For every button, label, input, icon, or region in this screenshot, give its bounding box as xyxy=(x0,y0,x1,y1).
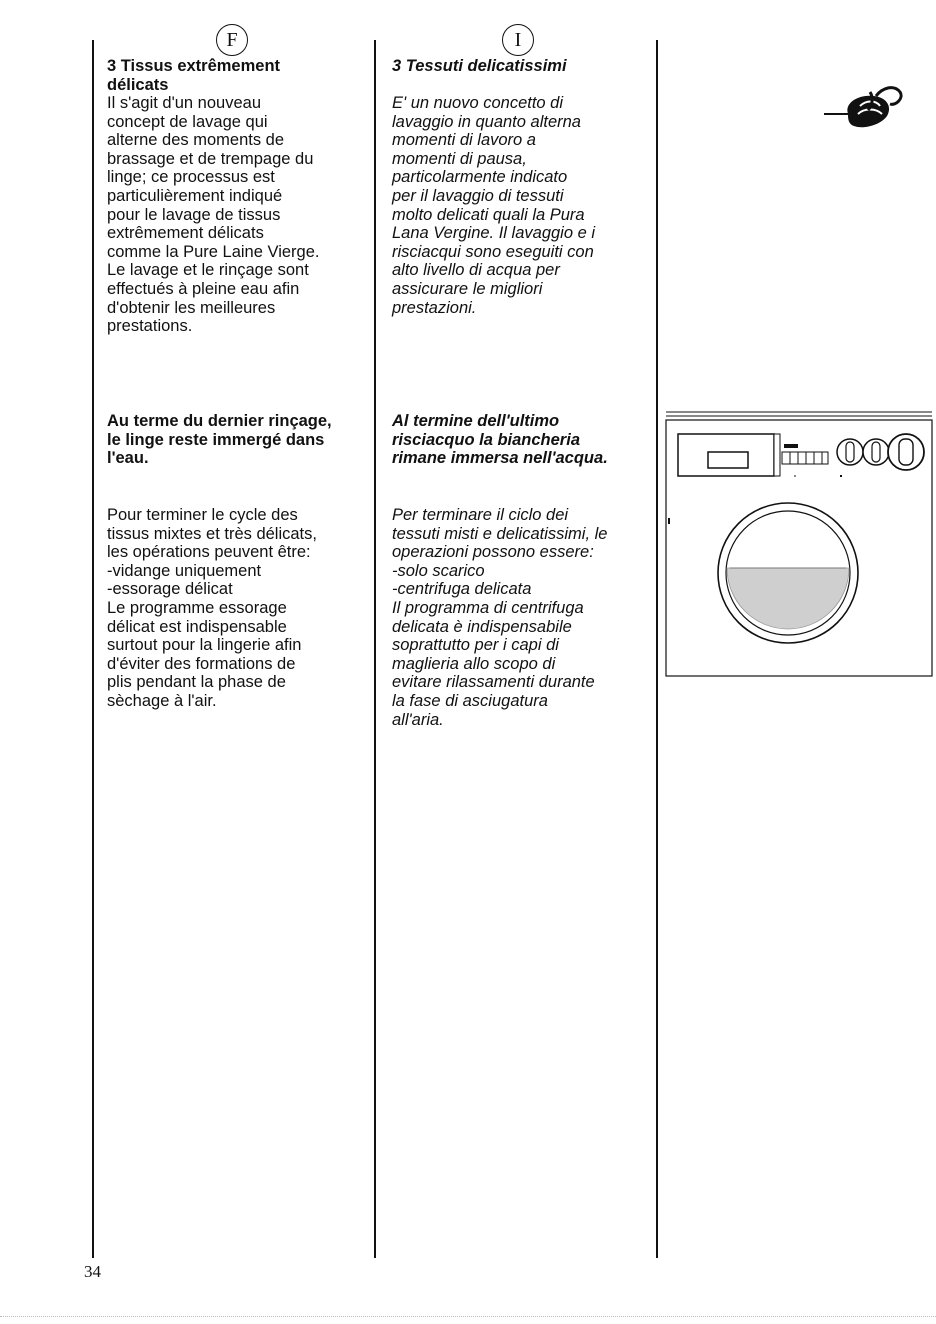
body-paragraph-it-2 xyxy=(392,506,607,729)
washing-machine-icon xyxy=(664,408,934,678)
text-line: delicata è indispensabile xyxy=(392,617,572,636)
text-line: Le programme essorage xyxy=(107,598,287,617)
text-line: lavaggio in quanto alterna xyxy=(392,112,581,131)
text-line: alto livello di acqua per xyxy=(392,261,560,280)
text-line: momenti di pausa, xyxy=(392,149,527,168)
text-line: sèchage à l'air. xyxy=(107,691,217,710)
text-line: momenti di lavoro a xyxy=(392,131,536,150)
heading-line: délicats xyxy=(107,75,169,94)
text-line: tessuti misti e delicatissimi, le xyxy=(392,524,608,543)
section-heading-fr xyxy=(107,57,280,94)
text-line: prestazioni. xyxy=(392,298,477,317)
text-line: délicat est indispensable xyxy=(107,617,287,636)
text-line: alterne des moments de xyxy=(107,131,285,150)
heading-line: risciacquo la biancheria xyxy=(392,430,580,449)
heading-line: Au terme du dernier rinçage, xyxy=(107,412,332,430)
text-line: risciacqui sono eseguiti con xyxy=(392,242,594,261)
text-line: particolarmente indicato xyxy=(392,168,568,187)
text-line: d'obtenir les meilleures xyxy=(107,298,276,317)
text-line: extrêmement délicats xyxy=(107,224,264,243)
text-line: les opérations peuvent être: xyxy=(107,543,311,562)
text-line: assicurare le migliori xyxy=(392,279,543,298)
body-paragraph-fr-1 xyxy=(107,94,319,336)
wool-ball-icon xyxy=(820,84,916,144)
heading-line: 3 Tessuti delicatissimi xyxy=(392,57,567,75)
heading-line: 3 Tissus extrêmement xyxy=(107,57,281,75)
body-paragraph-fr-2 xyxy=(107,506,317,711)
subheading-it xyxy=(392,412,608,468)
text-line: particulièrement indiqué xyxy=(107,186,283,205)
text-line: tissus mixtes et très délicats, xyxy=(107,524,317,543)
text-line: Il programma di centrifuga xyxy=(392,598,584,617)
text-line: operazioni possono essere: xyxy=(392,543,594,562)
text-line: per il lavaggio di tessuti xyxy=(392,186,564,205)
text-line: soprattutto per i capi di xyxy=(392,636,559,655)
text-line: -centrifuga delicata xyxy=(392,580,532,599)
text-line: pour le lavage de tissus xyxy=(107,205,281,224)
subheading-fr xyxy=(107,412,332,468)
text-line: Il s'agit d'un nouveau xyxy=(107,94,261,112)
text-line: surtout pour la lingerie afin xyxy=(107,636,302,655)
heading-line: Al termine dell'ultimo xyxy=(392,412,560,430)
text-line: molto delicati quali la Pura xyxy=(392,205,585,224)
heading-line: le linge reste immergé dans xyxy=(107,430,325,449)
text-line: Pour terminer le cycle des xyxy=(107,506,298,524)
text-line: la fase di asciugatura xyxy=(392,691,548,710)
text-line: d'éviter des formations de xyxy=(107,654,296,673)
language-badge-fr: F xyxy=(216,24,248,56)
page-number: 34 xyxy=(84,1262,101,1281)
body-paragraph-it-1 xyxy=(392,94,595,317)
text-line: concept de lavage qui xyxy=(107,112,268,131)
text-line: brassage et de trempage du xyxy=(107,149,314,168)
text-line: all'aria. xyxy=(392,710,444,729)
column-divider-middle xyxy=(374,40,376,1258)
text-line: Per terminare il ciclo dei xyxy=(392,506,569,524)
text-line: effectués à pleine eau afin xyxy=(107,279,300,298)
text-line: evitare rilassamenti durante xyxy=(392,673,595,692)
text-line: -solo scarico xyxy=(392,561,485,580)
text-line: linge; ce processus est xyxy=(107,168,275,187)
text-line: comme la Pure Laine Vierge. xyxy=(107,242,320,261)
text-line: maglieria allo scopo di xyxy=(392,654,556,673)
heading-line: l'eau. xyxy=(107,449,149,468)
text-line: Lana Vergine. Il lavaggio e i xyxy=(392,224,596,243)
text-line: -vidange uniquement xyxy=(107,561,262,580)
text-line: plis pendant la phase de xyxy=(107,673,286,692)
section-heading-it xyxy=(392,57,567,76)
scan-edge-line xyxy=(0,1316,936,1317)
heading-line: rimane immersa nell'acqua. xyxy=(392,449,608,468)
text-line: E' un nuovo concetto di xyxy=(392,94,564,112)
text-line: Le lavage et le rinçage sont xyxy=(107,261,309,280)
column-divider-left xyxy=(92,40,94,1258)
text-line: -essorage délicat xyxy=(107,580,233,599)
column-divider-right xyxy=(656,40,658,1258)
language-badge-it: I xyxy=(502,24,534,56)
text-line: prestations. xyxy=(107,317,193,336)
